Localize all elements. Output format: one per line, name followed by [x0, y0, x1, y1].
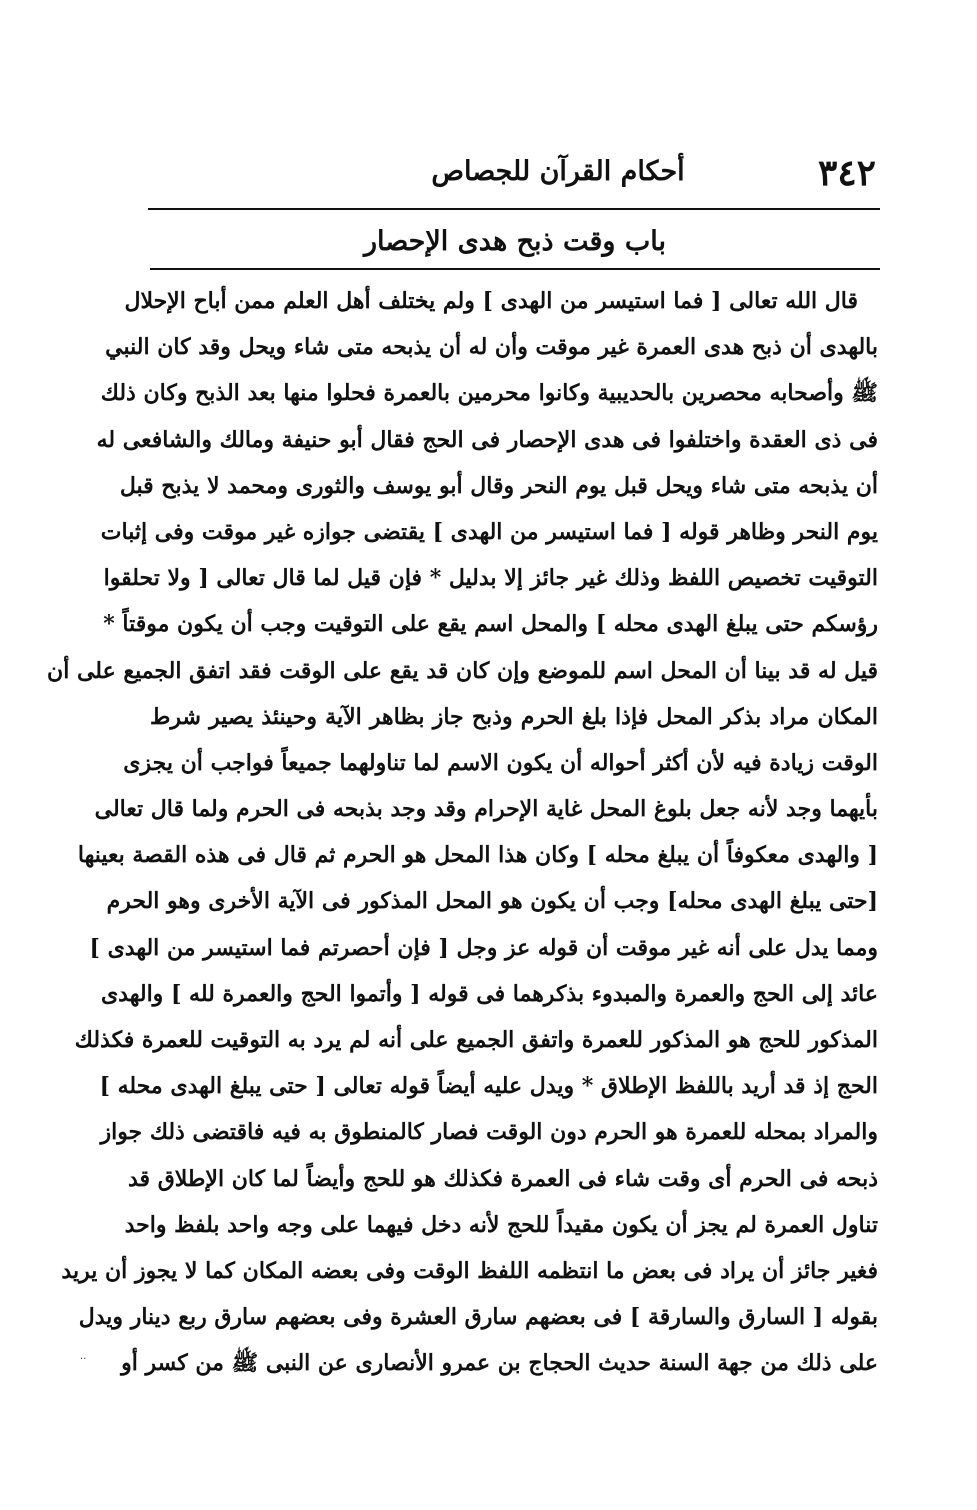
text-line: رؤسكم حتى يبلغ الهدى محله ] والمحل اسم يقع على التوقيت وجب أن يكون موقتاً * — [103, 611, 878, 638]
text-line: والمراد بمحله للعمرة هو الحرم دون الوقت فصار كالمنطوق به فيه فاقتضى ذلك جواز — [100, 1119, 878, 1146]
chapter-heading: باب وقت ذبح هدى الإحصار — [364, 226, 666, 257]
text-line: تناول العمرة لم يجز أن يكون مقيداً للحج لأنه دخل فيهما على وجه واحد بلفظ واحد — [124, 1211, 878, 1238]
text-line: قال الله تعالى [ فما استيسر من الهدى ] ولم يختلف أهل العلم ممن أباح الإحلال — [124, 288, 858, 314]
scan-speck: ·· — [80, 1354, 87, 1365]
text-line: بقوله [ السارق والسارقة ] فى بعضهم سارق العشرة وفى بعضهم سارق ربع دينار ويدل — [78, 1304, 878, 1331]
text-line: على ذلك من جهة السنة حديث الحجاج بن عمرو الأنصارى عن النبى ﷺ من كسر أو — [121, 1350, 878, 1377]
text-line: [حتى يبلغ الهدى محله] وجب أن يكون هو المحل المذكور فى الآية الأخرى وهو الحرم — [106, 888, 878, 915]
text-line: التوقيت تخصيص اللفظ وذلك غير جائز إلا بدليل * فإن قيل لما قال تعالى [ ولا تحلقوا — [103, 565, 878, 592]
text-line: المكان مراد بذكر المحل فإذا بلغ الحرم وذبح جاز بظاهر الآية وحينئذ يصير شرط — [150, 703, 878, 730]
text-line: الحج إذ قد أريد باللفظ الإطلاق * ويدل عليه أيضاً قوله تعالى [ حتى يبلغ الهدى محله ] — [99, 1073, 878, 1100]
text-line: يوم النحر وظاهر قوله [ فما استيسر من الهدى ] يقتضى جوازه غير موقت وفى إثبات — [100, 518, 878, 545]
text-line: قيل له قد بينا أن المحل اسم للموضع وإن كان قد يقع على الوقت فقد اتفق الجميع على أن — [47, 657, 878, 684]
book-title: أحكام القرآن للجصاص — [431, 156, 685, 187]
text-line: ومما يدل على أنه غير موقت أن قوله عز وجل [ فإن أحصرتم فما استيسر من الهدى ] — [89, 934, 878, 961]
text-line: المذكور للحج هو المذكور للعمرة واتفق الجميع على أنه لم يرد به التوقيت للعمرة فكذلك — [74, 1027, 878, 1053]
text-line: بالهدى أن ذبح هدى العمرة غير موقت وأن له أن يذبحه متى شاء ويحل وقد كان النبي — [105, 334, 878, 361]
text-line: أن يذبحه متى شاء ويحل قبل يوم النحر وقال أبو يوسف والثورى ومحمد لا يذبح قبل — [119, 472, 878, 499]
running-header — [148, 150, 880, 210]
text-line: [ والهدى معكوفاً أن يبلغ محله ] وكان هذا المحل هو الحرم ثم قال فى هذه القصة بعينها — [77, 842, 878, 869]
text-line: فغير جائز أن يراد فى بعض ما انتظمه اللفظ الوقت وفى بعضه المكان كما لا يجوز أن يريد — [61, 1257, 878, 1284]
text-line: بأيهما وجد لأنه جعل بلوغ المحل غاية الإحرام وقد وجد بذبحه فى الحرم ولما قال تعالى — [94, 796, 878, 823]
text-line: عائد إلى الحج والعمرة والمبدوء بذكرهما فى قوله [ وأتموا الحج والعمرة لله ] والهدى — [100, 980, 878, 1007]
header-rule — [148, 208, 880, 210]
text-line: ذبحه فى الحرم أى وقت شاء فى العمرة فكذلك هو للحج وأيضاً لما كان الإطلاق قد — [128, 1165, 878, 1192]
page-number: ٣٤٢ — [817, 152, 876, 194]
text-line: ﷺ وأصحابه محصرين بالحديبية وكانوا محرمين بالعمرة فحلوا منها بعد الذبح وكان ذلك — [100, 380, 878, 407]
chapter-rule — [150, 268, 880, 270]
text-line: فى ذى العقدة واختلفوا فى هدى الإحصار فى الحج فقال أبو حنيفة ومالك والشافعى له — [96, 426, 878, 453]
text-line: الوقت زيادة فيه لأن أكثر أحواله أن يكون الاسم لما تناولهما جميعاً فواجب أن يجزى — [123, 749, 878, 776]
body-text — [47, 278, 878, 1387]
